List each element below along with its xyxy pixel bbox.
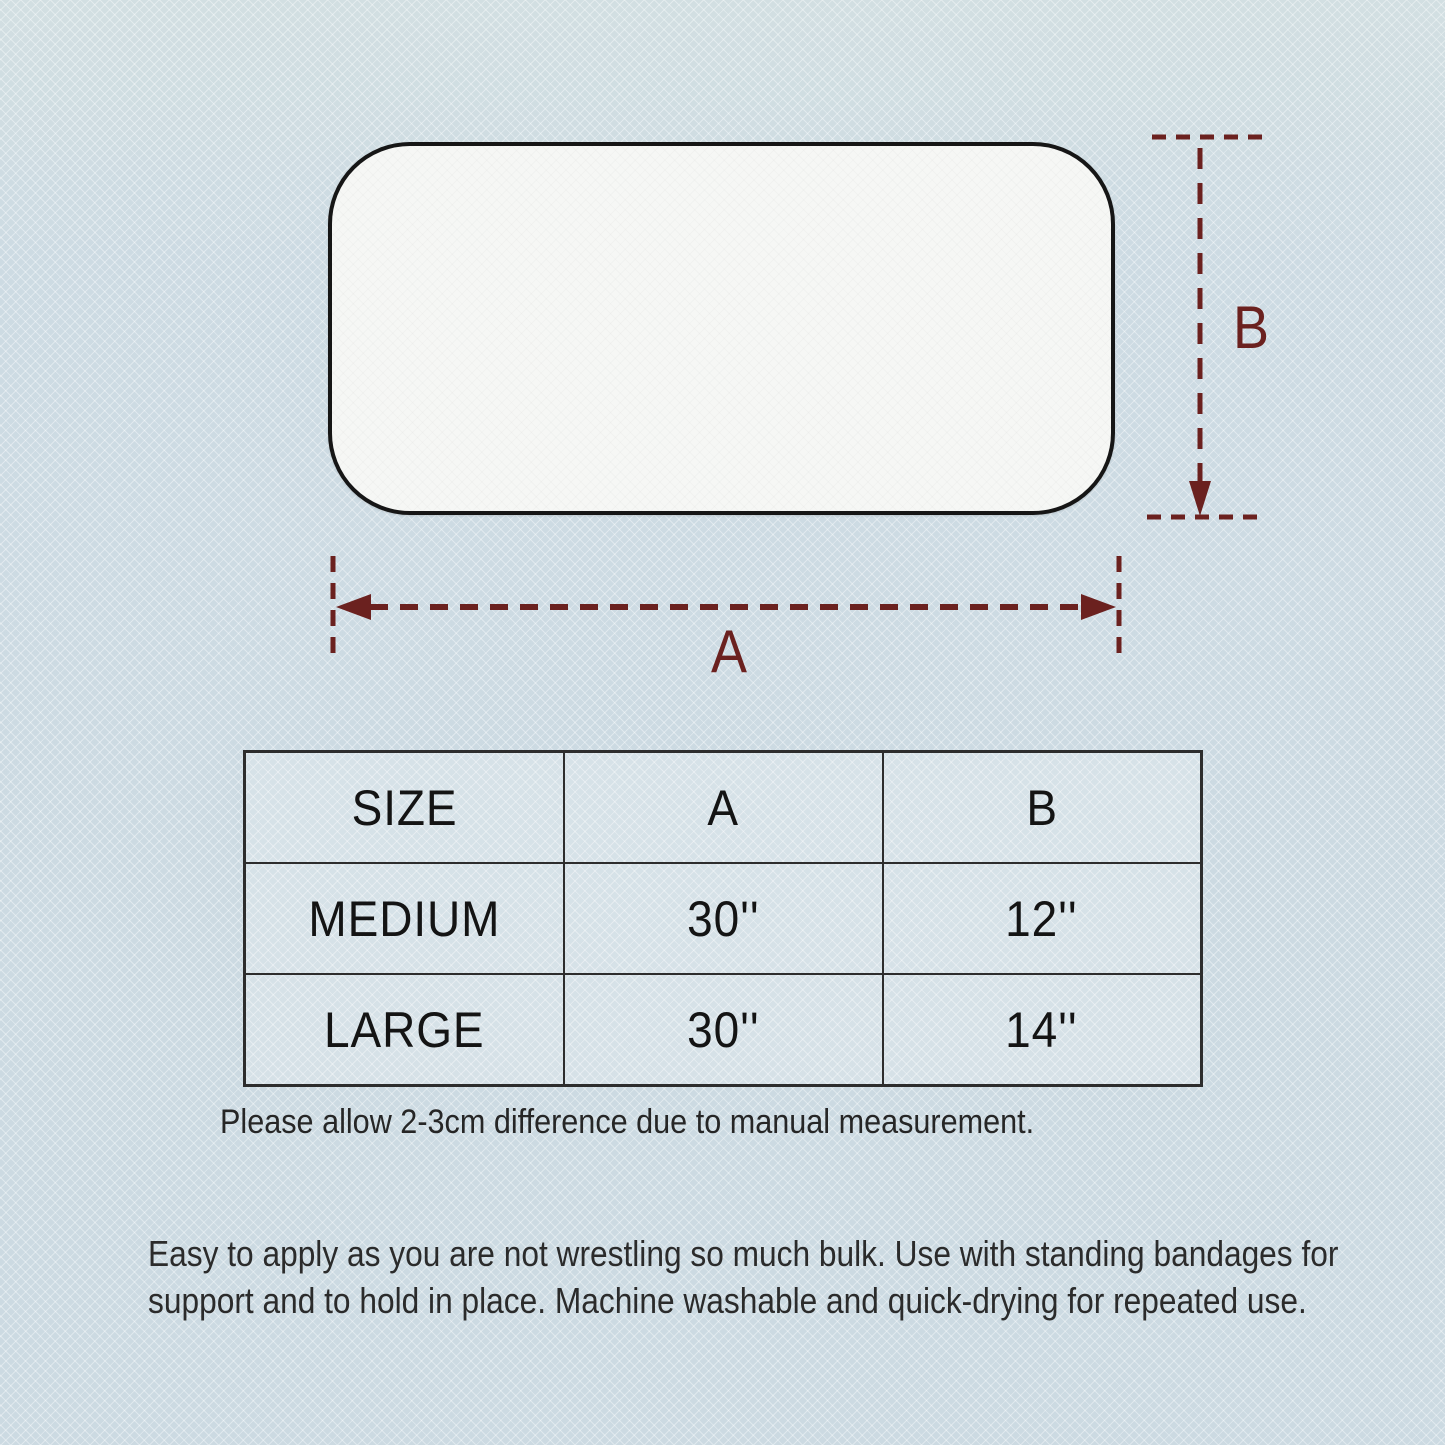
dim-a-arrowhead-left-icon	[336, 594, 371, 620]
cell-large-size	[245, 974, 564, 1086]
dim-b-label: B	[1232, 294, 1270, 361]
dim-a-label: A	[710, 618, 748, 685]
size-table	[243, 750, 1203, 1087]
dimension-lines	[0, 0, 1445, 720]
medium-label: MEDIUM	[308, 890, 501, 947]
medium-a-value: 30''	[686, 890, 760, 947]
size-table-header-size	[245, 752, 564, 864]
size-table-header-b	[883, 752, 1202, 864]
size-table-header-a	[564, 752, 883, 864]
dim-a-arrowhead-right-icon	[1081, 594, 1116, 620]
cell-large-b	[883, 974, 1202, 1086]
dim-b-arrowhead-down-icon	[1189, 481, 1211, 516]
cell-large-a	[564, 974, 883, 1086]
header-a-label: A	[707, 779, 739, 836]
large-a-value: 30''	[686, 1001, 760, 1058]
measurement-note: Please allow 2-3cm difference due to manual measurement.	[220, 1103, 1035, 1141]
header-b-label: B	[1025, 779, 1058, 836]
cell-medium-size	[245, 863, 564, 974]
size-table-row-medium	[245, 863, 1202, 974]
product-description: Easy to apply as you are not wrestling so much bulk. Use with standing bandages for support and to hold in place. Machine washable and quick-drying for repeated use.	[148, 1233, 1339, 1321]
cell-medium-a	[564, 863, 883, 974]
medium-b-value: 12''	[1005, 890, 1078, 947]
large-label: LARGE	[323, 1001, 485, 1058]
size-table-row-large	[245, 974, 1202, 1086]
header-size-label: SIZE	[351, 779, 458, 836]
large-b-value: 14''	[1005, 1001, 1078, 1058]
cell-medium-b	[883, 863, 1202, 974]
size-table-header-row	[245, 752, 1202, 864]
